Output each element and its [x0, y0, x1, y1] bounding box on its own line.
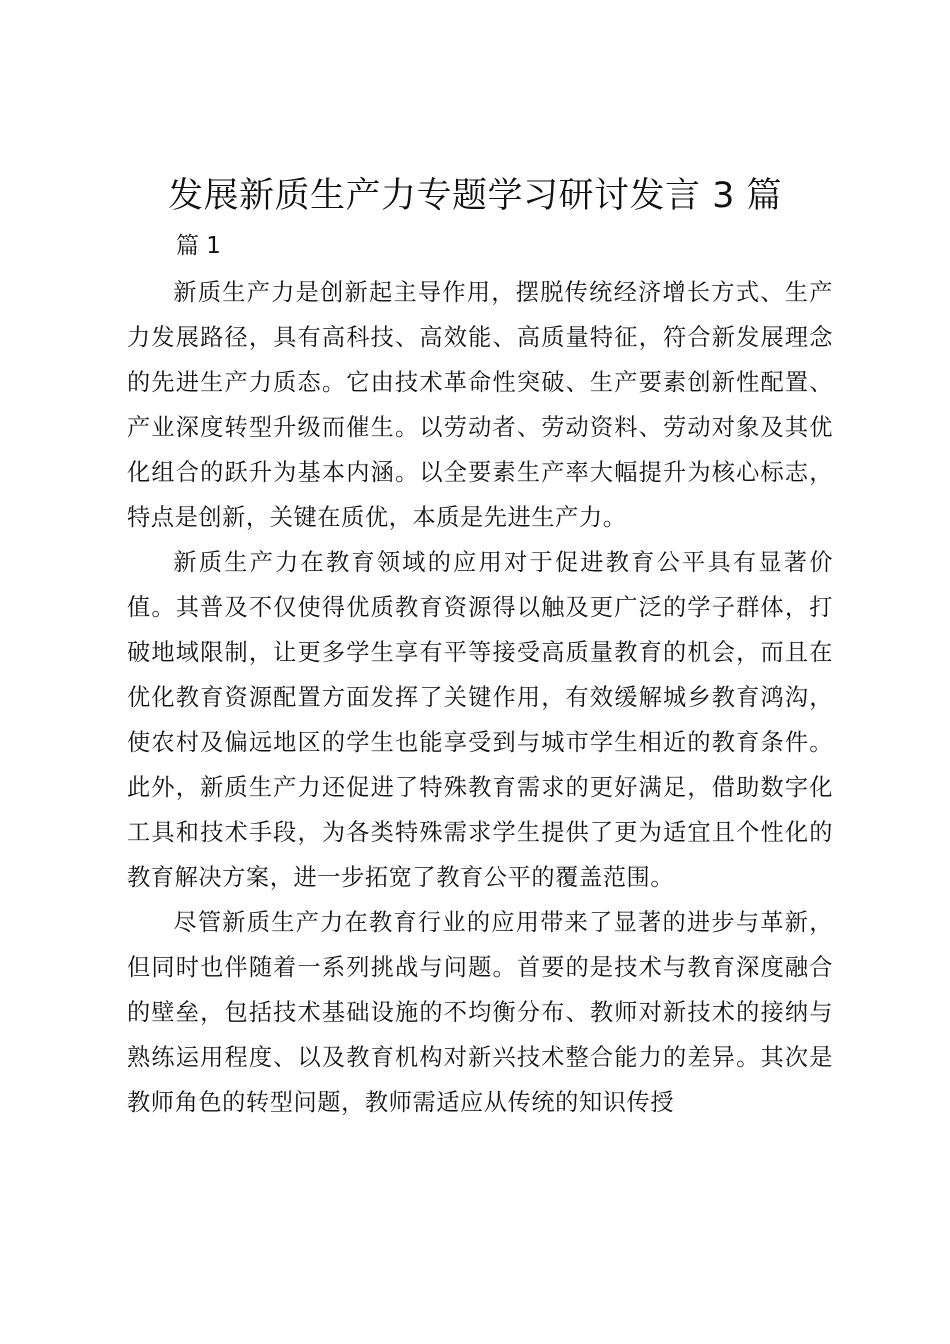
document-body	[127, 270, 833, 1125]
paragraph: 新质生产力是创新起主导作用，摆脱传统经济增长方式、生产力发展路径，具有高科技、高效能、高质量特征，符合新发展理念的先进生产力质态。它由技术革命性突破、生产要素创新性配置、产业深度转型升级而催生。以劳动者、劳动资料、劳动对象及其优化组合的跃升为基本内涵。以全要素生产率大幅提升为核心标志，特点是创新，关键在质优，本质是先进生产力。	[127, 279, 833, 531]
paragraph: 尽管新质生产力在教育行业的应用带来了显著的进步与革新，但同时也伴随着一系列挑战与问题。首要的是技术与教育深度融合的壁垒，包括技术基础设施的不均衡分布、教师对新技术的接纳与熟练运用程度、以及教育机构对新兴技术整合能力的差异。其次是教师角色的转型问题，教师需适应从传统的知识传授	[127, 909, 833, 1116]
section-label: 篇 1	[176, 233, 221, 259]
document-title: 发展新质生产力专题学习研讨发言 3 篇	[167, 176, 783, 216]
paragraph: 新质生产力在教育领域的应用对于促进教育公平具有显著价值。其普及不仅使得优质教育资源得以触及更广泛的学子群体，打破地域限制，让更多学生享有平等接受高质量教育的机会，而且在优化教育资源配置方面发挥了关键作用，有效缓解城乡教育鸿沟，使农村及偏远地区的学生也能享受到与城市学生相近的教育条件。此外，新质生产力还促进了特殊教育需求的更好满足，借助数字化工具和技术手段，为各类特殊需求学生提供了更为适宜且个性化的教育解决方案，进一步拓宽了教育公平的覆盖范围。	[127, 549, 833, 891]
